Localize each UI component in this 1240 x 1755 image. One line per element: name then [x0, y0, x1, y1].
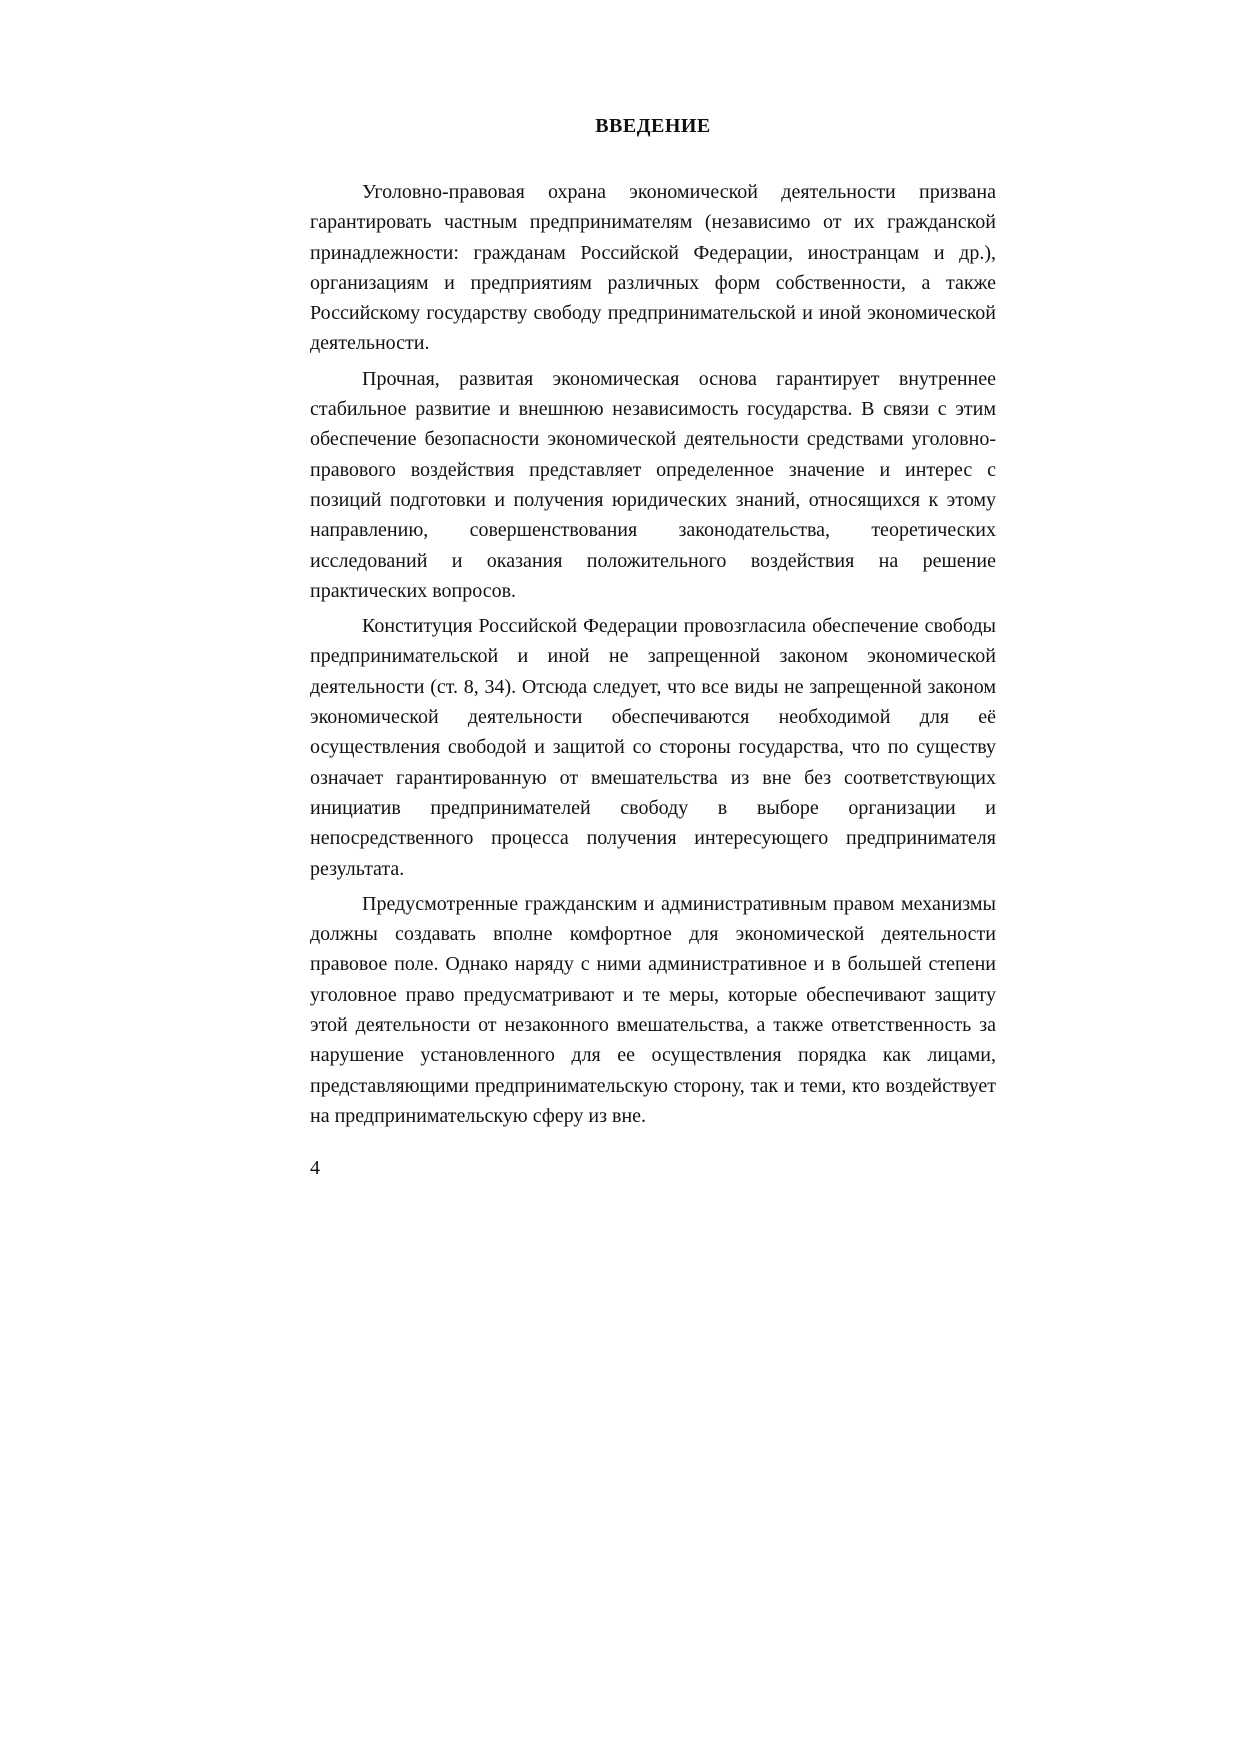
section-heading: ВВЕДЕНИЕ [595, 115, 711, 137]
paragraph-3: Конституция Российской Федерации провозгласила обеспечение свободы предпринимательской и иной не запрещенной законом экономической деятельности (ст. 8, 34). Отсюда следует, что все виды не запрещенной законом экономической деятельности обеспечиваются необходимой для её осуществления свободой и защитой со стороны государства, что по существу означает гарантированную от вмешательства из вне без соответствующих инициатив предпринимателей свободу в выборе организации и непосредственного процесса получения интересующего предпринимателя результата. [310, 615, 996, 880]
paragraph-2: Прочная, развитая экономическая основа гарантирует внутреннее стабильное развитие и внешнюю независимость государства. В связи с этим обеспечение безопасности экономической деятельности средствами уголовно-правового воздействия представляет определенное значение и интерес с позиций подготовки и получения юридических знаний, относящихся к этому направлению, совершенствования законодательства, теоретических исследований и оказания положительного воздействия на решение практических вопросов. [310, 367, 996, 602]
paragraph-1: Уголовно-правовая охрана экономической деятельности призвана гарантировать частным предпринимателям (независимо от их гражданской принадлежности: гражданам Российской Федерации, иностранцам и др.), организациям и предприятиям различных форм собственности, а также Российскому государству свободу предпринимательской и иной экономической деятельности. [310, 181, 996, 355]
page-number: 4 [310, 1157, 320, 1179]
page-body [310, 108, 996, 1136]
paragraph-4: Предусмотренные гражданским и административным правом механизмы должны создавать вполне комфортное для экономической деятельности правовое поле. Однако наряду с ними административное и в большей степени уголовное право предусматривают и те меры, которые обеспечивают защиту этой деятельности от незаконного вмешательства, а также ответственность за нарушение установленного для ее осуществления порядка как лицами, представляющими предпринимательскую сторону, так и теми, кто воздействует на предпринимательскую сферу из вне. [310, 892, 996, 1127]
